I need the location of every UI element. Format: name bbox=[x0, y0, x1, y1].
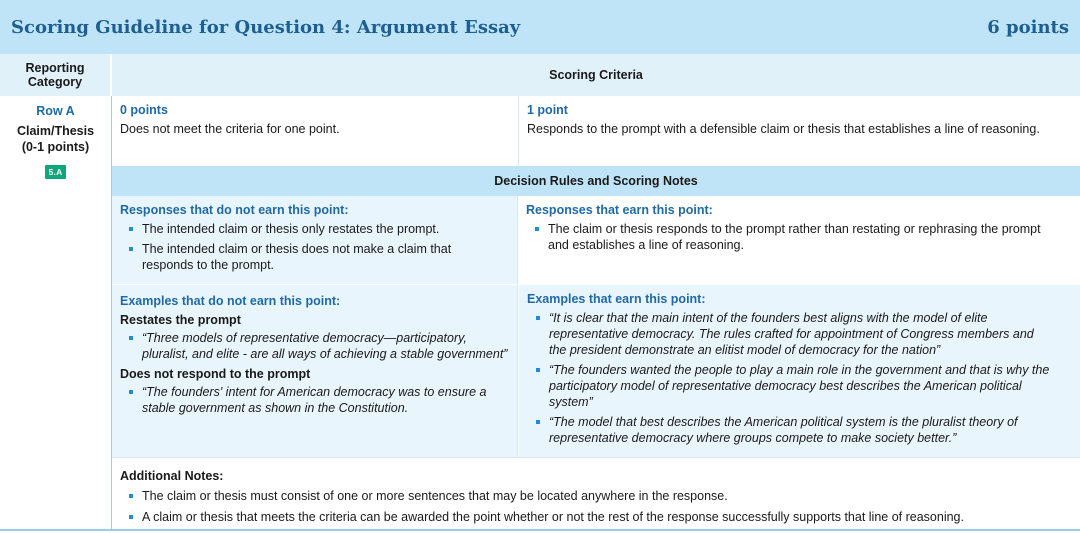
list-item: A claim or thesis that meets the criteria can be awarded the point whether or not the rest of the response successfully supports that line of reasoning. bbox=[120, 509, 1072, 525]
row-category: Claim/Thesis (0-1 points) bbox=[16, 124, 95, 154]
not-earn-list bbox=[120, 221, 509, 273]
additional-notes-heading: Additional Notes: bbox=[120, 469, 224, 483]
list-item: The claim or thesis responds to the prompt rather than restating or rephrasing the prompt and establishes a line of reasoning. bbox=[526, 221, 1072, 253]
decision-rules-title: Decision Rules and Scoring Notes bbox=[112, 166, 1080, 196]
list-item: The intended claim or thesis does not make a claim that responds to the prompt. bbox=[120, 241, 509, 273]
list-item: “The founders wanted the people to play a main role in the government and that is why the participatory model of representative democracy best describes the American political system” bbox=[527, 362, 1072, 410]
bottom-rule bbox=[0, 529, 1080, 531]
total-points: 6 points bbox=[987, 16, 1069, 38]
examples-not-earn-cell bbox=[112, 285, 517, 457]
reporting-category-header: Reporting Category bbox=[0, 54, 111, 96]
additional-notes-list bbox=[120, 488, 1072, 525]
row-divider bbox=[112, 284, 1080, 285]
earn-cell bbox=[518, 196, 1080, 284]
examples-earn-cell bbox=[518, 285, 1080, 457]
zero-points-text: Does not meet the criteria for one point. bbox=[120, 122, 340, 136]
criteria-one-point bbox=[518, 96, 1080, 166]
not-earn-heading: Responses that do not earn this point: bbox=[120, 203, 349, 217]
list-item: “The founders' intent for American democracy was to ensure a stable government as shown in the Constitution. bbox=[120, 384, 509, 416]
page-title: Scoring Guideline for Question 4: Argument Essay bbox=[11, 16, 521, 38]
earn-list bbox=[526, 221, 1072, 253]
row-a-category-cell bbox=[0, 96, 111, 529]
earn-heading: Responses that earn this point: bbox=[526, 203, 713, 217]
additional-notes-cell bbox=[112, 458, 1080, 529]
restates-prompt-subheading: Restates the prompt bbox=[120, 313, 241, 327]
list-item: The intended claim or thesis only restates the prompt. bbox=[120, 221, 509, 237]
row-label: Row A bbox=[36, 104, 75, 118]
no-response-list bbox=[120, 384, 509, 416]
list-item: “It is clear that the main intent of the founders best aligns with the model of elite representative democracy. The rules crafted for appointment of Congress members and the president demonstrate an elitist model of democracy for the nation” bbox=[527, 310, 1072, 358]
list-item: “Three models of representative democracy—participatory, pluralist, and elite - are all ways of achieving a stable government” bbox=[120, 330, 509, 362]
examples-earn-list bbox=[527, 310, 1072, 446]
cell-divider bbox=[517, 196, 518, 457]
no-response-subheading: Does not respond to the prompt bbox=[120, 367, 311, 381]
zero-points-label: 0 points bbox=[120, 103, 168, 117]
scoring-criteria-header: Scoring Criteria bbox=[112, 54, 1080, 96]
not-earn-cell bbox=[112, 196, 517, 284]
list-item: The claim or thesis must consist of one or more sentences that may be located anywhere in the response. bbox=[120, 488, 1072, 504]
skill-badge: 5.A bbox=[45, 165, 67, 179]
one-point-label: 1 point bbox=[527, 103, 568, 117]
title-bar bbox=[0, 0, 1080, 54]
restates-prompt-list bbox=[120, 330, 509, 362]
examples-not-heading: Examples that do not earn this point: bbox=[120, 294, 341, 308]
examples-earn-heading: Examples that earn this point: bbox=[527, 292, 706, 306]
one-point-text: Responds to the prompt with a defensible claim or thesis that establishes a line of reasoning. bbox=[527, 122, 1040, 136]
list-item: “The model that best describes the American political system is the pluralist theory of representative democracy where groups compete to make society better.” bbox=[527, 414, 1072, 446]
criteria-zero-points bbox=[112, 96, 517, 166]
